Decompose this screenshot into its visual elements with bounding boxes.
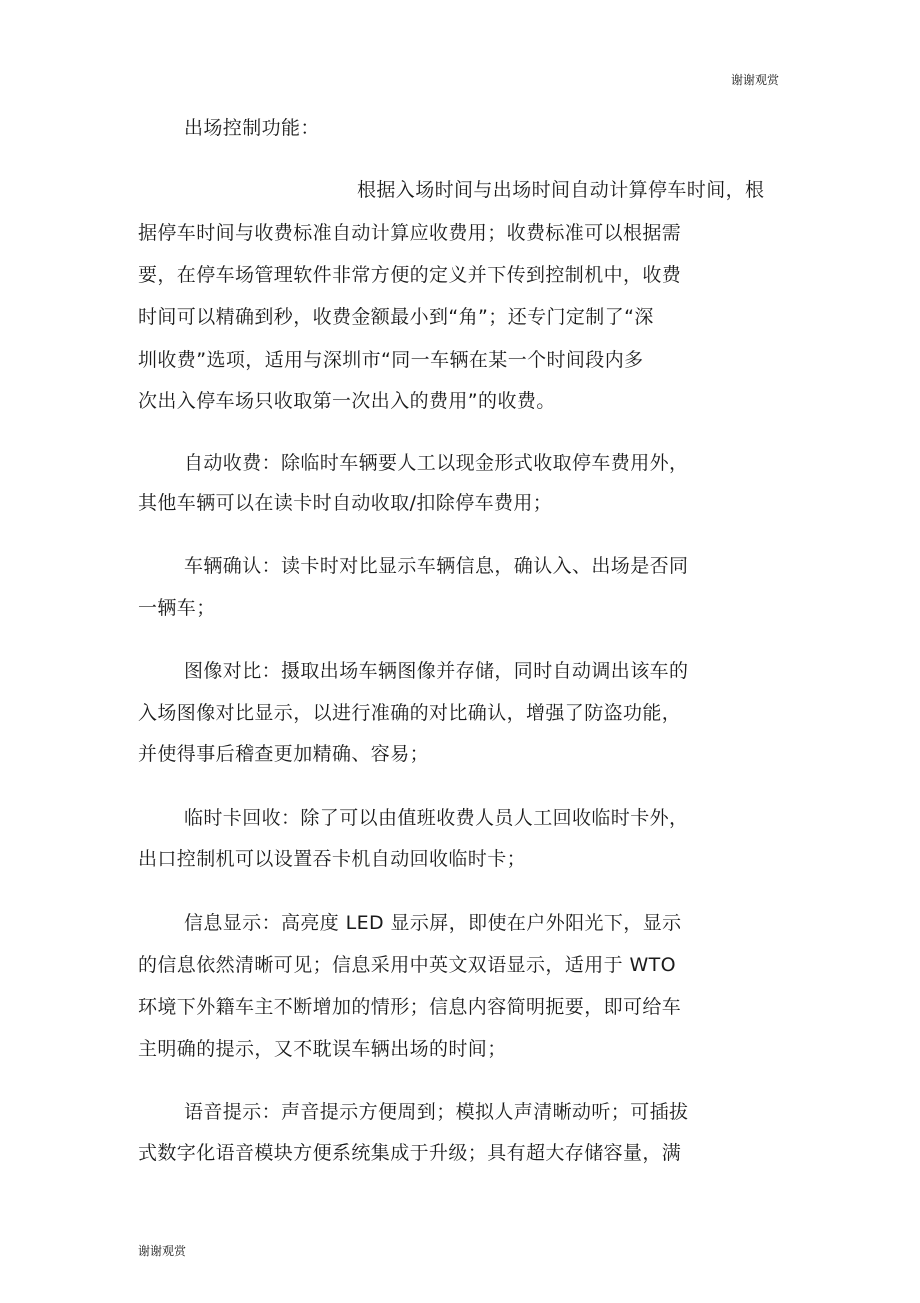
text-line: 式数字化语音模块方便系统集成于升级；具有超大存储容量，满 <box>138 1142 682 1164</box>
text-line: 临时卡回收：除了可以由值班收费人员人工回收临时卡外， <box>184 807 689 829</box>
text-line: 入场图像对比显示，以进行准确的对比确认，增强了防盗功能， <box>138 702 682 724</box>
footer-note: 谢谢观赏 <box>138 1244 187 1258</box>
text-line: 根据入场时间与出场时间自动计算停车时间，根 <box>357 179 765 201</box>
text-line: 的信息依然清晰可见；信息采用中英文双语显示，适用于 WTO <box>138 954 676 976</box>
text-line: 环境下外籍车主不断增加的情形；信息内容简明扼要，即可给车 <box>138 996 682 1018</box>
header-note: 谢谢观赏 <box>730 73 779 87</box>
text-line: 一辆车； <box>138 597 216 619</box>
text-line: 据停车时间与收费标准自动计算应收费用；收费标准可以根据需 <box>138 222 682 244</box>
text-line: 出口控制机可以设置吞卡机自动回收临时卡； <box>138 848 527 870</box>
text-line: 车辆确认：读卡时对比显示车辆信息，确认入、出场是否同 <box>184 555 689 577</box>
text-line: 信息显示：高亮度 LED 显示屏，即使在户外阳光下，显示 <box>184 912 682 934</box>
text-line: 时间可以精确到秒，收费金额最小到“角”；还专门定制了“深 <box>138 306 654 328</box>
text-line: 自动收费：除临时车辆要人工以现金形式收取停车费用外， <box>184 452 689 474</box>
text-line: 次出入停车场只收取第一次出入的费用”的收费。 <box>138 390 556 412</box>
text-line: 语音提示：声音提示方便周到；模拟人声清晰动听；可插拔 <box>184 1101 689 1123</box>
text-line: 圳收费”选项，适用与深圳市“同一车辆在某一个时间段内多 <box>138 349 644 371</box>
text-line: 其他车辆可以在读卡时自动收取/扣除停车费用； <box>138 492 553 514</box>
text-line: 主明确的提示，又不耽误车辆出场的时间； <box>138 1038 507 1060</box>
section-title: 出场控制功能： <box>184 117 320 139</box>
text-line: 图像对比：摄取出场车辆图像并存储，同时自动调出该车的 <box>184 660 689 682</box>
text-line: 并使得事后稽查更加精确、容易； <box>138 743 430 765</box>
text-line: 要，在停车场管理软件非常方便的定义并下传到控制机中，收费 <box>138 264 682 286</box>
